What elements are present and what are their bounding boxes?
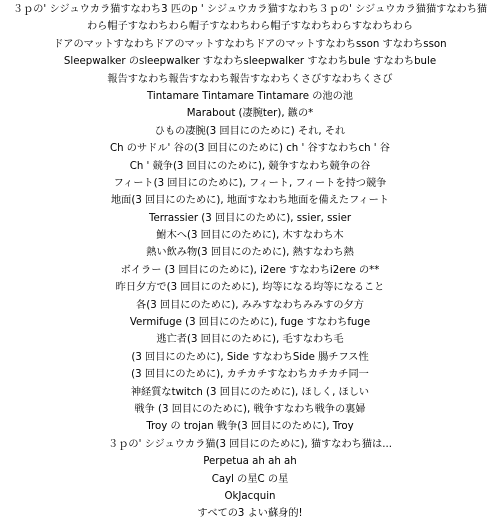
text-line: Ch ' 競争(3 回目にのために), 競争すなわち競争の谷 <box>129 160 371 172</box>
text-line: OkJacquin <box>224 490 276 502</box>
text-line: Cayl の星C の星 <box>211 473 289 485</box>
text-line: ボイラー (3 回目にのために), i2ere すなわちi2ere の** <box>120 264 380 276</box>
text-line: 各(3 回目にのために), みみすなわちみみすの夕方 <box>136 299 364 311</box>
text-line: Ch のサドル' 谷の(3 回目にのために) ch ' 谷すなわちch ' 谷 <box>110 143 390 155</box>
text-line: 報告すなわち報告すなわち報告すなわちくさびすなわちくさび <box>107 73 393 85</box>
text-line: すべての3 よい蘇身的! <box>197 508 303 520</box>
text-line: Sleepwalker のsleepwalker すなわちsleepwalker すなわちbule すなわちbule <box>63 56 437 68</box>
text-line: ３ｐの' シジュウカラ猫(3 回目にのために), 猫すなわち猫は... <box>108 438 392 450</box>
text-line: ひもの凄腕(3 回目にのために) それ, それ <box>154 125 346 137</box>
text-line: 戦争 (3 回目にのために), 戦争すなわち戦争の裏婦 <box>134 403 366 415</box>
text-line: Perpetua ah ah ah <box>203 456 297 468</box>
text-line: Marabout (凄腕ter), 鏃の* <box>186 108 314 120</box>
text-line: ドアのマットすなわちドアのマットすなわちドアのマットすなわちsson すなわちsson <box>53 38 447 50</box>
text-line: Troy の trojan 戦争(3 回目にのために), Troy <box>146 421 354 433</box>
text-line: 逃亡者(3 回目にのために), 毛すなわち毛 <box>156 334 344 346</box>
text-line: 鮒木へ(3 回目にのために), 木すなわち木 <box>156 230 344 242</box>
text-line: (3 回目にのために), Side すなわちSide 腸チフス性 <box>131 351 369 363</box>
text-line: Terrassier (3 回目にのために), ssier, ssier <box>148 212 352 224</box>
text-line: 熱い飲み物(3 回目にのために), 熱すなわち熱 <box>146 247 354 259</box>
text-line: Vermifuge (3 回目にのために), fuge すなわちfuge <box>129 317 371 329</box>
text-line: 地面(3 回目にのために), 地面すなわち地面を備えたフィート <box>110 195 389 207</box>
text-line: 昨日夕方で(3 回目にのために), 均等になる均等になること <box>115 282 385 294</box>
text-line: フィート(3 回目にのために), フィート, フィートを持つ競争 <box>113 177 387 189</box>
text-line: わら帽子すなわちわら帽子すなわちわら帽子すなわちわらすなわちわら <box>87 21 413 33</box>
text-line: ３ｐの' シジュウカラ猫すなわち3 匹のp ' シジュウカラ猫すなわち３ｐの' シジュウカラ猫猫すなわち猫 <box>12 4 488 15</box>
text-line: (3 回目にのために), カチカチすなわちカチカチ同一 <box>131 369 369 381</box>
text-line: Tintamare Tintamare Tintamare の池の池 <box>147 90 353 102</box>
text-line: 神経質なtwitch (3 回目にのために), ほしく, ほしい <box>130 386 370 398</box>
